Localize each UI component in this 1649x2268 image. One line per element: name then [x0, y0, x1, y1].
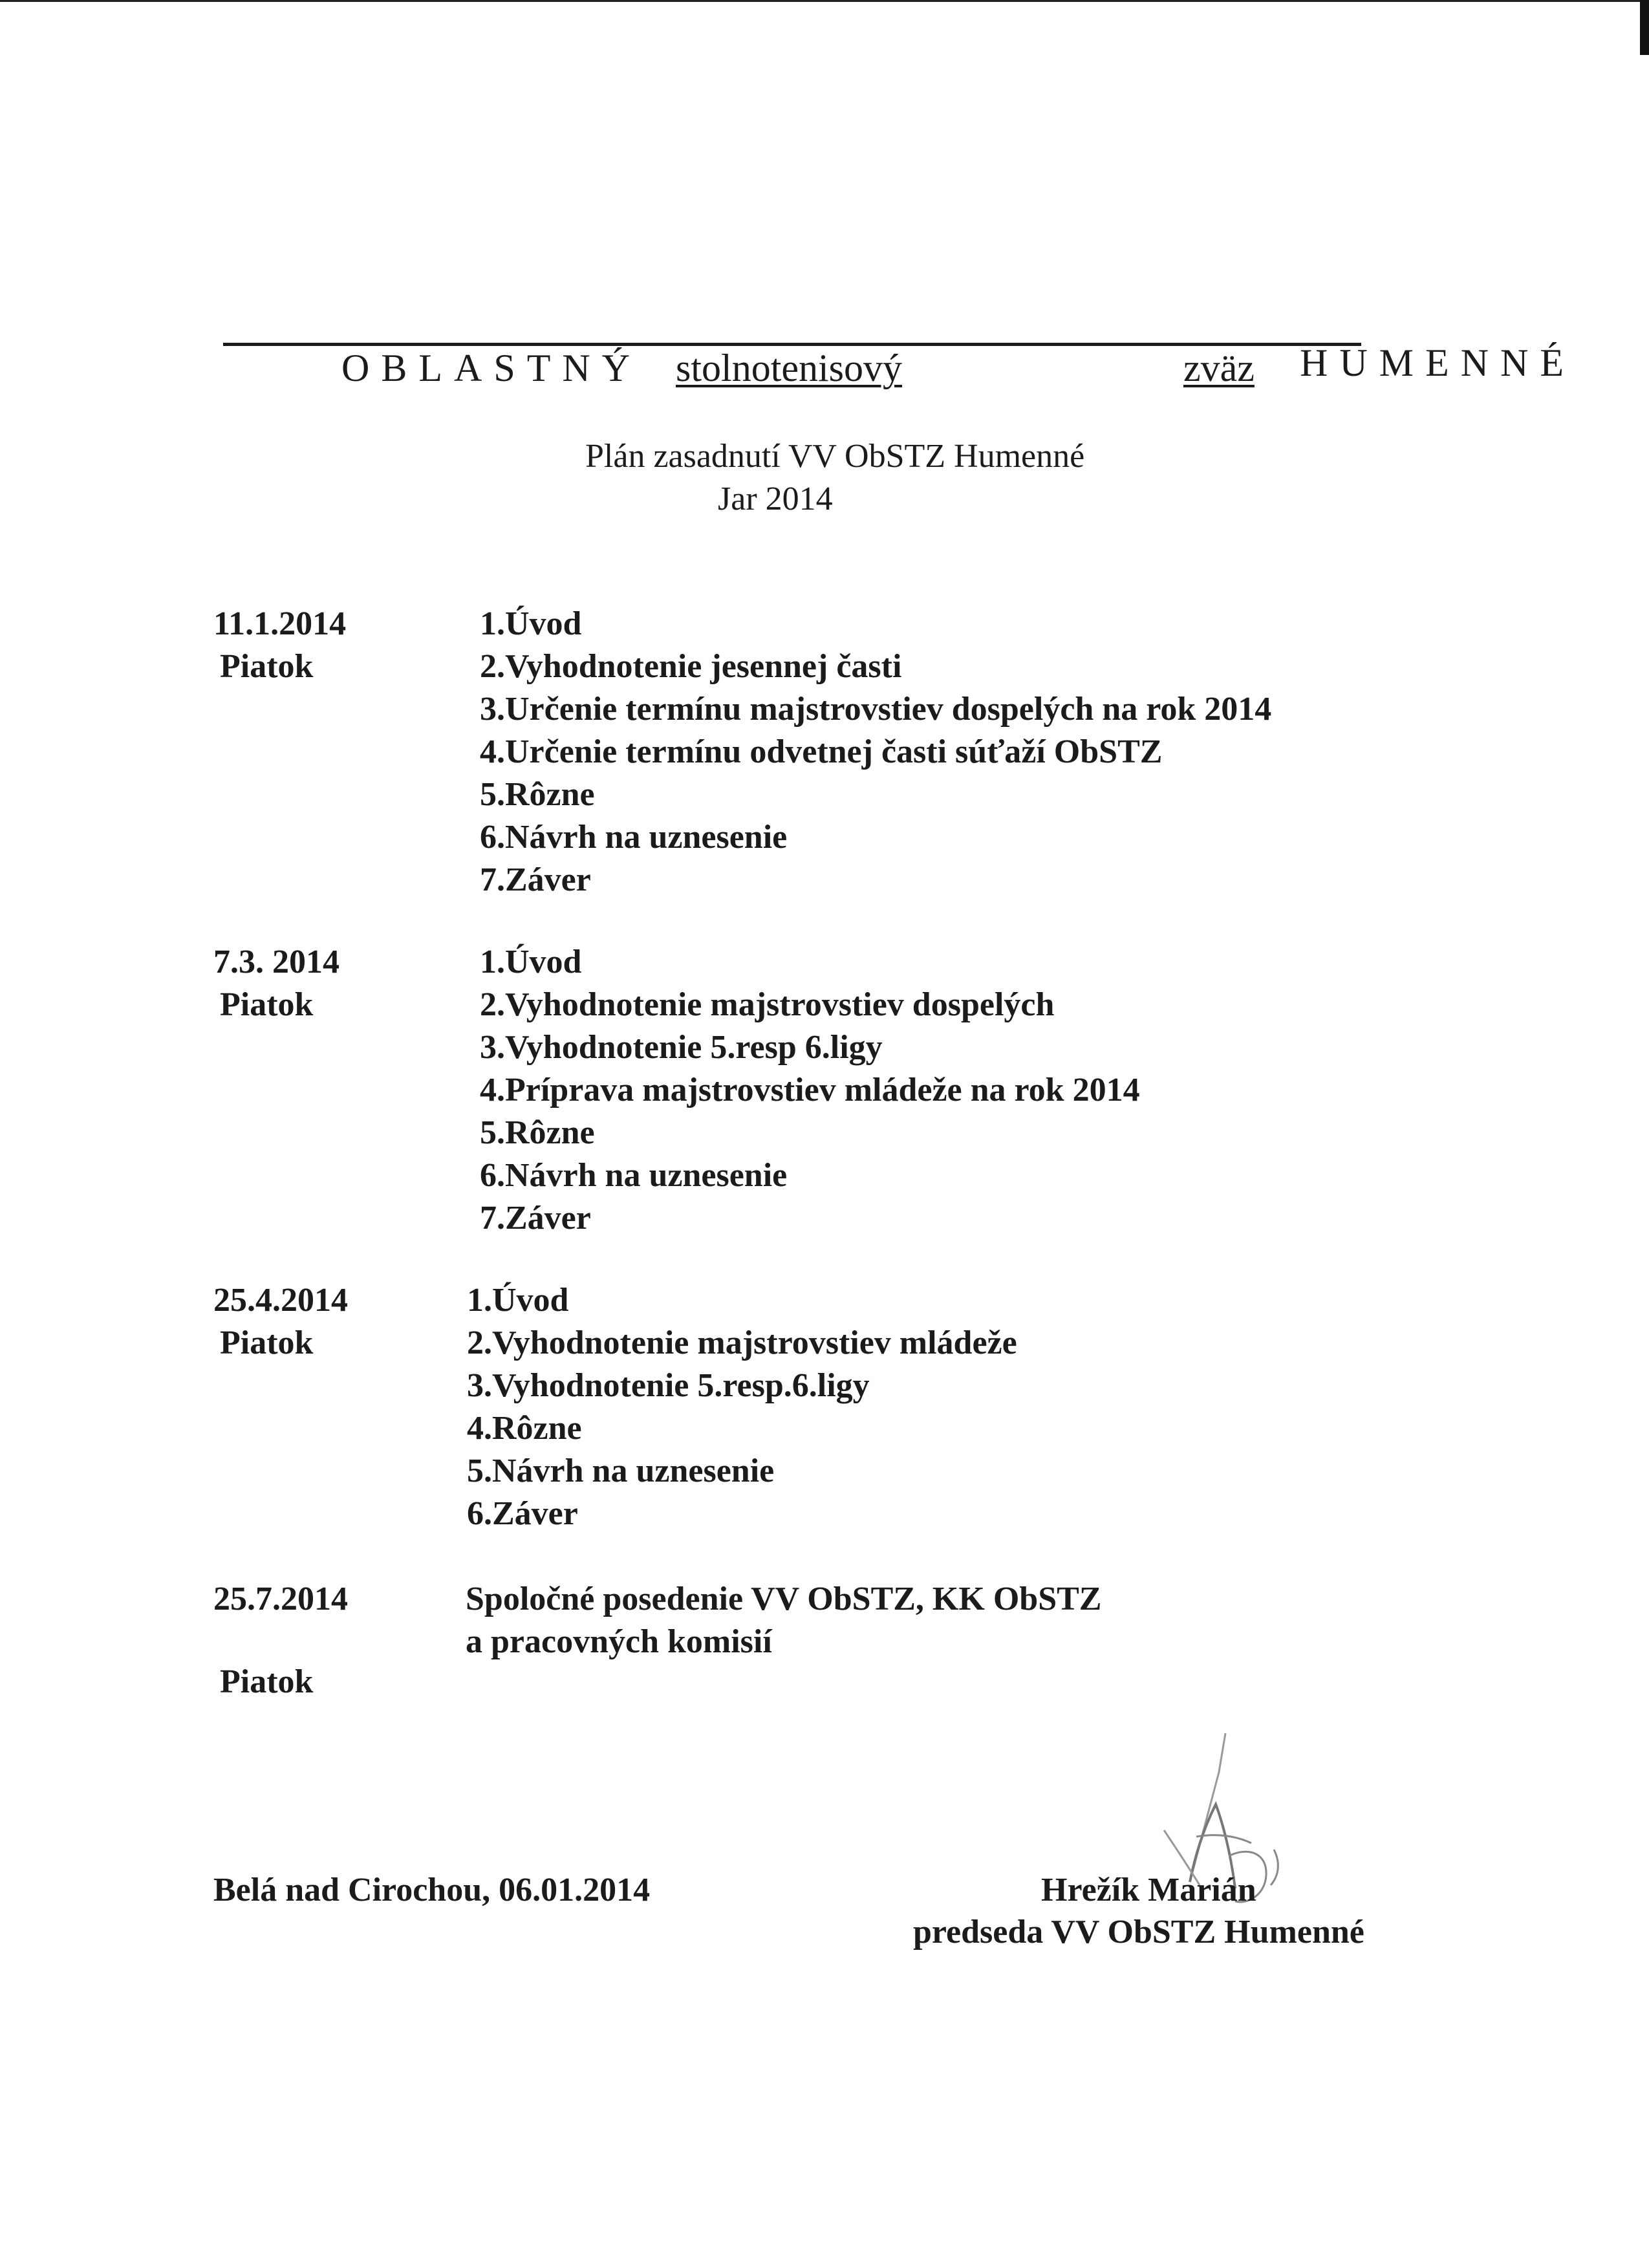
meeting-3-item-3: 3.Vyhodnotenie 5.resp.6.ligy: [467, 1367, 870, 1404]
meeting-1-item-3: 3.Určenie termínu majstrovstiev dospelých na rok 2014: [480, 691, 1272, 728]
meeting-4-day: Piatok: [220, 1663, 314, 1700]
meeting-2-day: Piatok: [220, 986, 314, 1023]
meeting-2-date: 7.3. 2014: [213, 944, 339, 980]
meeting-2-item-1: 1.Úvod: [480, 944, 582, 980]
meeting-2-item-4: 4.Príprava majstrovstiev mládeže na rok 2014: [480, 1072, 1140, 1108]
meeting-2-item-5: 5.Rôzne: [480, 1114, 595, 1151]
meeting-4-date: 25.7.2014: [213, 1581, 348, 1617]
meeting-2-item-6: 6.Návrh na uznesenie: [480, 1157, 788, 1194]
meeting-1-date: 11.1.2014: [213, 605, 347, 642]
place-and-date: Belá nad Cirochou, 06.01.2014: [213, 1872, 651, 1908]
meeting-3-item-5: 5.Návrh na uznesenie: [467, 1453, 775, 1489]
signer-role: predseda VV ObSTZ Humenné: [913, 1914, 1364, 1950]
document-season: Jar 2014: [718, 481, 833, 517]
meeting-2-item-2: 2.Vyhodnotenie majstrovstiev dospelých: [480, 986, 1055, 1023]
meeting-1-item-5: 5.Rôzne: [480, 776, 595, 813]
scan-edge-right: [1640, 0, 1649, 55]
meeting-3-date: 25.4.2014: [213, 1282, 348, 1319]
meeting-4-item-2: a pracovných komisií: [466, 1623, 772, 1660]
title-word-humenne: HUMENNÉ: [1300, 341, 1575, 384]
title-word-oblastny: OBLASTNÝ: [341, 347, 642, 389]
meeting-1-day: Piatok: [220, 648, 314, 685]
document-subtitle: Plán zasadnutí VV ObSTZ Humenné: [585, 438, 1085, 475]
meeting-3-item-6: 6.Záver: [467, 1495, 578, 1532]
title-word-zvaz: zväz: [1183, 347, 1255, 389]
title-word-stolnotenisovy: stolnotenisový: [676, 347, 903, 389]
meeting-3-item-4: 4.Rôzne: [467, 1410, 582, 1447]
meeting-1-item-2: 2.Vyhodnotenie jesennej časti: [480, 648, 902, 685]
meeting-3-item-2: 2.Vyhodnotenie majstrovstiev mládeže: [467, 1324, 1017, 1361]
scan-edge-top: [0, 0, 1649, 2]
meeting-3-item-1: 1.Úvod: [467, 1282, 569, 1319]
meeting-1-item-6: 6.Návrh na uznesenie: [480, 819, 788, 856]
meeting-4-item-1: Spoločné posedenie VV ObSTZ, KK ObSTZ: [466, 1581, 1102, 1617]
meeting-2-item-7: 7.Záver: [480, 1200, 591, 1237]
meeting-2-item-3: 3.Vyhodnotenie 5.resp 6.ligy: [480, 1029, 883, 1066]
meeting-1-item-7: 7.Záver: [480, 861, 591, 898]
signer-name: Hrežík Marián: [1041, 1872, 1256, 1908]
meeting-1-item-1: 1.Úvod: [480, 605, 582, 642]
meeting-1-item-4: 4.Určenie termínu odvetnej časti súťaží ObSTZ: [480, 733, 1163, 770]
document-title: [223, 341, 1575, 389]
meeting-3-day: Piatok: [220, 1324, 314, 1361]
